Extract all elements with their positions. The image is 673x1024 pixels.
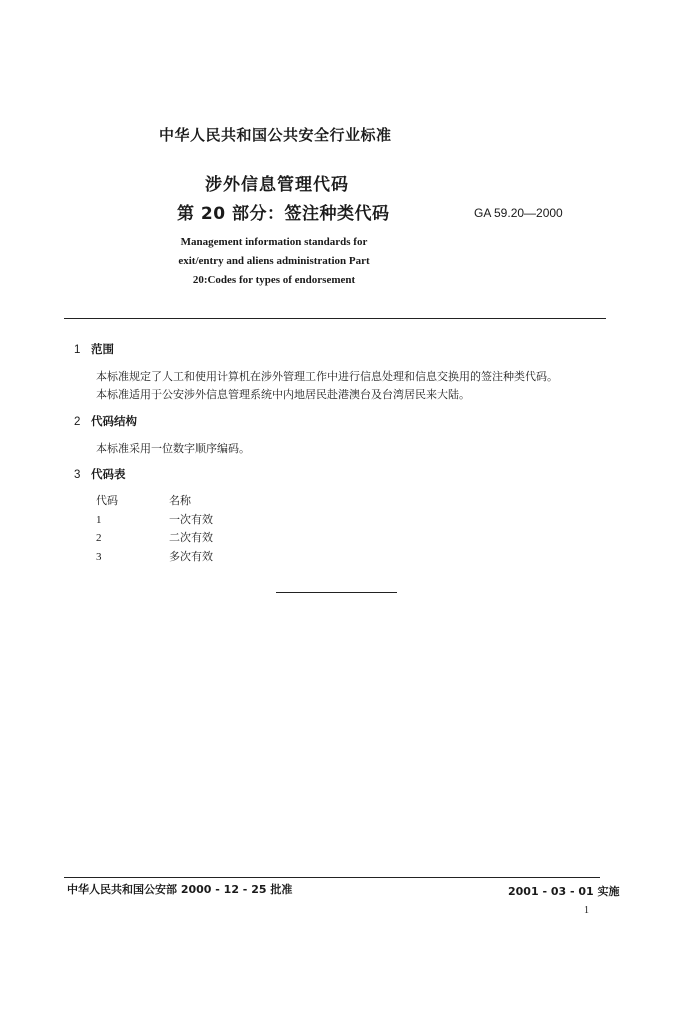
approval-statement: 中华人民共和国公安部 2000 - 12 - 25 批准 — [67, 883, 293, 896]
section-2-paragraph-1: 本标准采用一位数字顺序编码。 — [96, 442, 250, 455]
table-row — [96, 548, 213, 567]
table-row — [96, 529, 213, 548]
section-title: 代码表 — [91, 467, 126, 481]
section-title: 范围 — [91, 342, 114, 356]
organization-title: 中华人民共和国公共安全行业标准 — [159, 126, 392, 144]
table-header-row — [96, 492, 213, 511]
code-table — [96, 492, 213, 566]
section-2-heading — [74, 413, 137, 429]
name-cell: 一次有效 — [169, 512, 213, 526]
code-cell: 2 — [96, 532, 102, 544]
column-header-code: 代码 — [96, 494, 118, 507]
header-divider — [64, 318, 606, 319]
standard-code: GA 59.20—2000 — [474, 206, 563, 220]
footer-divider — [64, 877, 600, 878]
name-cell: 二次有效 — [169, 531, 213, 544]
section-title: 代码结构 — [91, 414, 137, 428]
document-subtitle: 第 20 部分：签注种类代码 — [177, 204, 390, 224]
code-cell: 3 — [96, 550, 102, 563]
section-1-paragraph-1: 本标准规定了人工和使用计算机在涉外管理工作中进行信息处理和信息交换用的签注种类代码。 — [96, 370, 558, 383]
section-3-heading — [74, 466, 126, 482]
section-number: 1 — [74, 344, 81, 356]
column-header-name: 名称 — [169, 494, 191, 507]
effective-date: 2001 - 03 - 01 实施 — [508, 885, 620, 898]
section-number: 2 — [74, 416, 81, 428]
end-of-content-rule — [276, 592, 397, 593]
document-title: 涉外信息管理代码 — [205, 175, 349, 195]
english-title: Management information standards for exit/entry and aliens administration Part 20:Codes for types of endorsement — [178, 236, 370, 286]
section-1-heading — [74, 341, 114, 357]
code-cell: 1 — [96, 513, 102, 526]
name-cell: 多次有效 — [169, 549, 213, 563]
section-number: 3 — [74, 469, 81, 481]
section-1-paragraph-2: 本标准适用于公安涉外信息管理系统中内地居民赴港澳台及台湾居民来大陆。 — [96, 388, 470, 401]
table-row — [96, 511, 213, 530]
page-number: 1 — [584, 905, 589, 916]
